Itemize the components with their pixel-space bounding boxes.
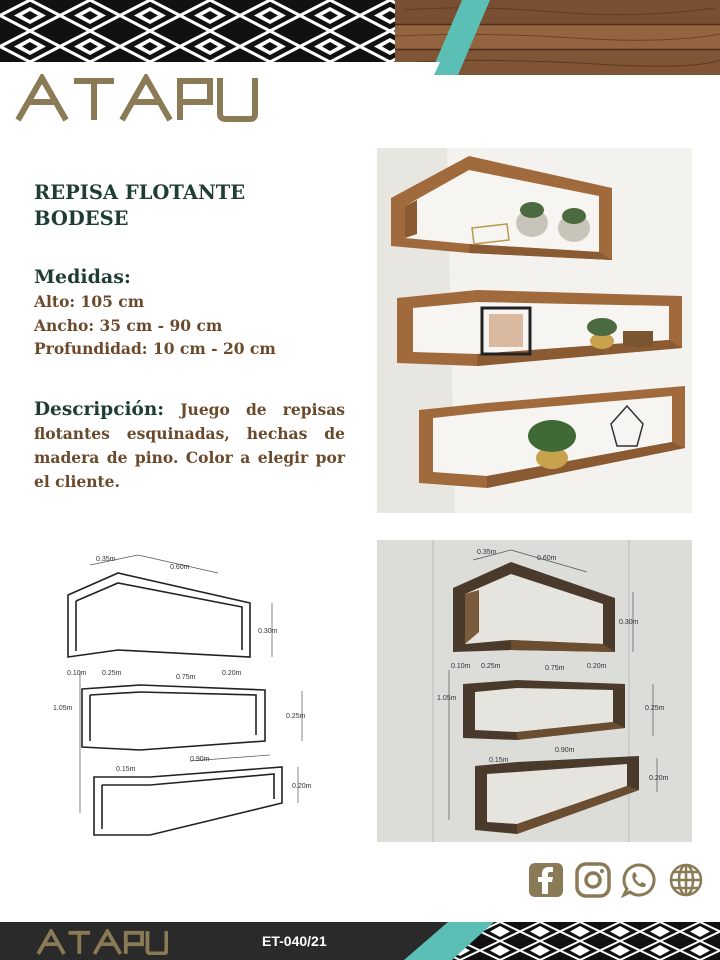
dim-label: 0.75m (545, 665, 565, 672)
atapu-logo (14, 74, 258, 122)
dim-label: 0.25m (645, 705, 665, 712)
dim-label: 0.35m (96, 556, 116, 563)
dim-label: 1.05m (53, 705, 73, 712)
teal-stripe-header (0, 0, 720, 75)
dim-label: 0.20m (649, 775, 669, 782)
product-code: ET-040/21 (262, 933, 327, 949)
technical-sketch (50, 545, 330, 845)
dim-label: 0.20m (222, 670, 242, 677)
description (34, 398, 345, 494)
measure-ancho: Ancho: 35 cm - 90 cm (34, 316, 223, 335)
dim-label: 0.15m (489, 757, 509, 764)
dim-label: 0.20m (587, 663, 607, 670)
measures-heading: Medidas: (34, 266, 131, 288)
dim-label: 0.75m (176, 674, 196, 681)
dim-label: 0.25m (286, 713, 306, 720)
product-photo (377, 148, 692, 513)
dim-label: 0.10m (67, 670, 87, 677)
whatsapp-icon[interactable] (621, 862, 657, 898)
dim-label: 0.15m (116, 766, 136, 773)
dim-label: 0.90m (190, 756, 210, 763)
dim-label: 0.60m (537, 555, 557, 562)
description-label: Descripción: (34, 399, 165, 420)
dim-label: 1.05m (437, 695, 457, 702)
title-line-2: BODESE (34, 207, 129, 230)
dim-label: 0.25m (481, 663, 501, 670)
footer-logo (36, 929, 168, 955)
dim-label: 0.10m (451, 663, 471, 670)
dim-label: 0.25m (102, 670, 122, 677)
render-diagram (377, 540, 692, 842)
product-title (34, 180, 354, 232)
dim-label: 0.60m (170, 564, 190, 571)
dim-label: 0.90m (555, 747, 575, 754)
measure-alto: Alto: 105 cm (34, 292, 145, 311)
measure-profundidad: Profundidad: 10 cm - 20 cm (34, 339, 276, 358)
instagram-icon[interactable] (575, 862, 611, 898)
dim-label: 0.20m (292, 783, 312, 790)
title-line-1: REPISA FLOTANTE (34, 181, 246, 204)
description-text: Juego de repisas flotantes esquinadas, hechas de madera de pino. Color a elegir por el cliente. (34, 400, 345, 491)
web-globe-icon[interactable] (668, 862, 704, 898)
dim-label: 0.30m (619, 619, 639, 626)
dim-label: 0.30m (258, 628, 278, 635)
dim-label: 0.35m (477, 549, 497, 556)
facebook-icon[interactable] (528, 862, 564, 898)
